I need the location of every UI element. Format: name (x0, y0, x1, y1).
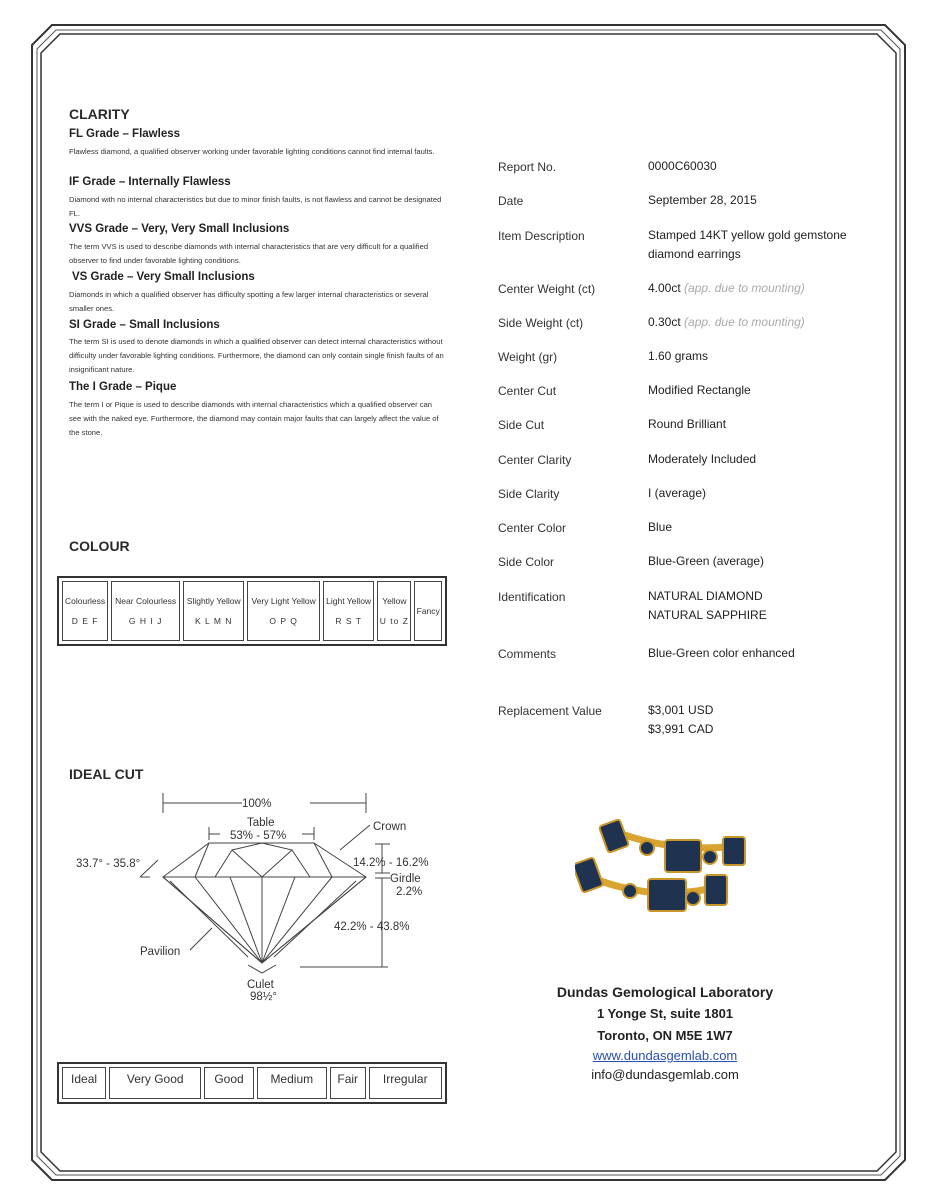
value-text: $3,001 USD (648, 703, 714, 717)
report-label: Report No. (498, 160, 557, 174)
report-value (648, 587, 767, 625)
value-note: (app. due to mounting) (684, 315, 805, 329)
report-label: Center Color (498, 521, 567, 535)
colour-grade-name: Yellow (382, 596, 407, 606)
colour-grade-name: Near Colourless (115, 596, 177, 606)
colour-title: COLOUR (69, 538, 130, 554)
colour-grade-cell (111, 581, 180, 641)
report-label: Side Cut (498, 418, 545, 432)
cut-grade-cell: Ideal (62, 1067, 106, 1099)
report-value (648, 279, 805, 298)
colour-grade-cell (323, 581, 374, 641)
colour-grade-letters: G H I J (128, 616, 163, 626)
value-text-line2: NATURAL SAPPHIRE (648, 608, 767, 622)
value-text: I (average) (648, 486, 707, 500)
value-text: 4.00ct (648, 281, 681, 295)
report-label: Replacement Value (498, 704, 602, 718)
girdle-title-label: Girdle (390, 873, 421, 885)
report-label: Side Weight (ct) (498, 316, 584, 330)
value-text: 0000C60030 (648, 159, 717, 173)
value-text: Moderately Included (648, 452, 757, 466)
cut-grade-cell: Fair (330, 1067, 366, 1099)
report-value (648, 644, 795, 663)
value-text: September 28, 2015 (648, 193, 757, 207)
colour-grade-name: Fancy (416, 606, 440, 616)
lab-address-line2: Toronto, ON M5E 1W7 (597, 1028, 733, 1043)
crown-angle-label: 33.7° - 35.8° (76, 858, 141, 870)
colour-scale-table (57, 576, 447, 646)
crown-label: Crown (373, 821, 407, 833)
report-value (648, 552, 764, 571)
culet-title-label: Culet (247, 979, 274, 991)
value-text: Round Brilliant (648, 417, 727, 431)
report-label: Center Weight (ct) (498, 282, 596, 296)
colour-grade-letters: O P Q (269, 616, 298, 626)
report-label: Side Clarity (498, 487, 560, 501)
report-label: Weight (gr) (498, 350, 558, 364)
grade-heading: IF Grade – Internally Flawless (69, 176, 231, 188)
grade-heading: The I Grade – Pique (69, 381, 177, 393)
colour-grade-name: Very Light Yellow (251, 596, 316, 606)
grade-text: Diamonds in which a qualified observer has difficulty spotting a few larger internal characteristics or several smaller ones. (69, 290, 429, 313)
report-value (648, 313, 805, 332)
colour-grade-letters: K L M N (195, 616, 233, 626)
report-value (648, 191, 757, 210)
report-label: Comments (498, 647, 557, 661)
pavilion-label: Pavilion (140, 946, 181, 958)
report-value (648, 226, 847, 264)
cut-grade-cell: Irregular (369, 1067, 442, 1099)
grade-heading: VS Grade – Very Small Inclusions (72, 271, 255, 283)
table-title-label: Table (247, 817, 275, 829)
cut-grade-table (57, 1062, 447, 1104)
colour-grade-letters: D E F (71, 616, 99, 626)
colour-grade-name: Slightly Yellow (186, 596, 241, 606)
report-value (648, 347, 708, 366)
grade-text: The term I or Pique is used to describe diamonds with internal characteristics which a qualified observer can see with the naked eye. Furthermore, the diamond may contain major faults that can largely affect the value of the stone. (69, 400, 439, 437)
lab-address-line1: 1 Yonge St, suite 1801 (596, 1006, 734, 1021)
report-label: Center Cut (498, 384, 557, 398)
value-text: NATURAL DIAMOND (648, 589, 763, 603)
report-label: Side Color (498, 555, 555, 569)
grade-text: Flawless diamond, a qualified observer working under favorable lighting conditions cannot find internal faults. (69, 147, 435, 156)
value-text: Stamped 14KT yellow gold gemstone (648, 228, 847, 242)
value-text-line2: diamond earrings (648, 247, 741, 261)
pavilion-depth-label: 42.2% - 43.8% (334, 921, 410, 933)
report-label: Center Clarity (498, 453, 572, 467)
value-text: Modified Rectangle (648, 383, 751, 397)
colour-grade-cell (62, 581, 108, 641)
crown-height-label: 14.2% - 16.2% (353, 857, 429, 869)
value-text: Blue-Green color enhanced (648, 646, 795, 660)
report-value (648, 450, 756, 469)
report-value (648, 157, 717, 176)
report-label: Identification (498, 590, 566, 604)
grade-heading: VVS Grade – Very, Very Small Inclusions (69, 223, 290, 235)
cut-grade-cell: Very Good (109, 1067, 201, 1099)
value-text-line2: $3,991 CAD (648, 722, 714, 736)
report-value (648, 701, 713, 739)
clarity-title: CLARITY (69, 106, 130, 122)
grade-text: The term SI is used to denote diamonds in which a qualified observer can detect internal characteristics without difficulty under favorable lighting conditions. Furthermore, the diamond can only contain single finish faults of an insignificant nature. (69, 337, 444, 374)
cut-grade-cell: Good (204, 1067, 253, 1099)
earrings-photo (575, 815, 755, 915)
table-label: 53% - 57% (230, 830, 287, 842)
colour-grade-letters: R S T (335, 616, 362, 626)
grade-text: The term VVS is used to describe diamonds with internal characteristics that are very difficult for a qualified observer to find under favorable lighting conditions. (69, 242, 429, 265)
diamond-proportions-diagram (70, 785, 450, 1010)
grade-heading: FL Grade – Flawless (69, 128, 181, 140)
report-value (648, 381, 751, 400)
ideal-cut-title: IDEAL CUT (69, 766, 144, 782)
report-label: Item Description (498, 229, 585, 243)
lab-name: Dundas Gemological Laboratory (556, 984, 774, 1000)
report-value (648, 415, 726, 434)
width-label: 100% (242, 798, 272, 810)
value-text: Blue (648, 520, 673, 534)
cut-grade-cell: Medium (257, 1067, 327, 1099)
colour-grade-cell (414, 581, 442, 641)
report-value (648, 518, 672, 537)
value-text: 1.60 grams (648, 349, 709, 363)
colour-grade-cell (377, 581, 411, 641)
value-text: Blue-Green (average) (648, 554, 765, 568)
colour-grade-cell (247, 581, 320, 641)
value-text: 0.30ct (648, 315, 681, 329)
report-value (648, 484, 706, 503)
lab-website-link[interactable]: www.dundasgemlab.com (592, 1048, 738, 1063)
report-label: Date (498, 194, 524, 208)
lab-email: info@dundasgemlab.com (591, 1067, 739, 1082)
colour-grade-cell (183, 581, 244, 641)
colour-grade-name: Light Yellow (326, 596, 372, 606)
grade-heading: SI Grade – Small Inclusions (69, 319, 220, 331)
colour-grade-name: Colourless (65, 596, 106, 606)
value-note: (app. due to mounting) (684, 281, 805, 295)
grade-text: Diamond with no internal characteristics but due to minor finish faults, is not flawless and cannot be designated FL. (69, 195, 442, 218)
colour-grade-letters: U to Z (379, 616, 409, 626)
culet-label: 98½° (250, 991, 277, 1003)
girdle-label: 2.2% (396, 886, 423, 898)
